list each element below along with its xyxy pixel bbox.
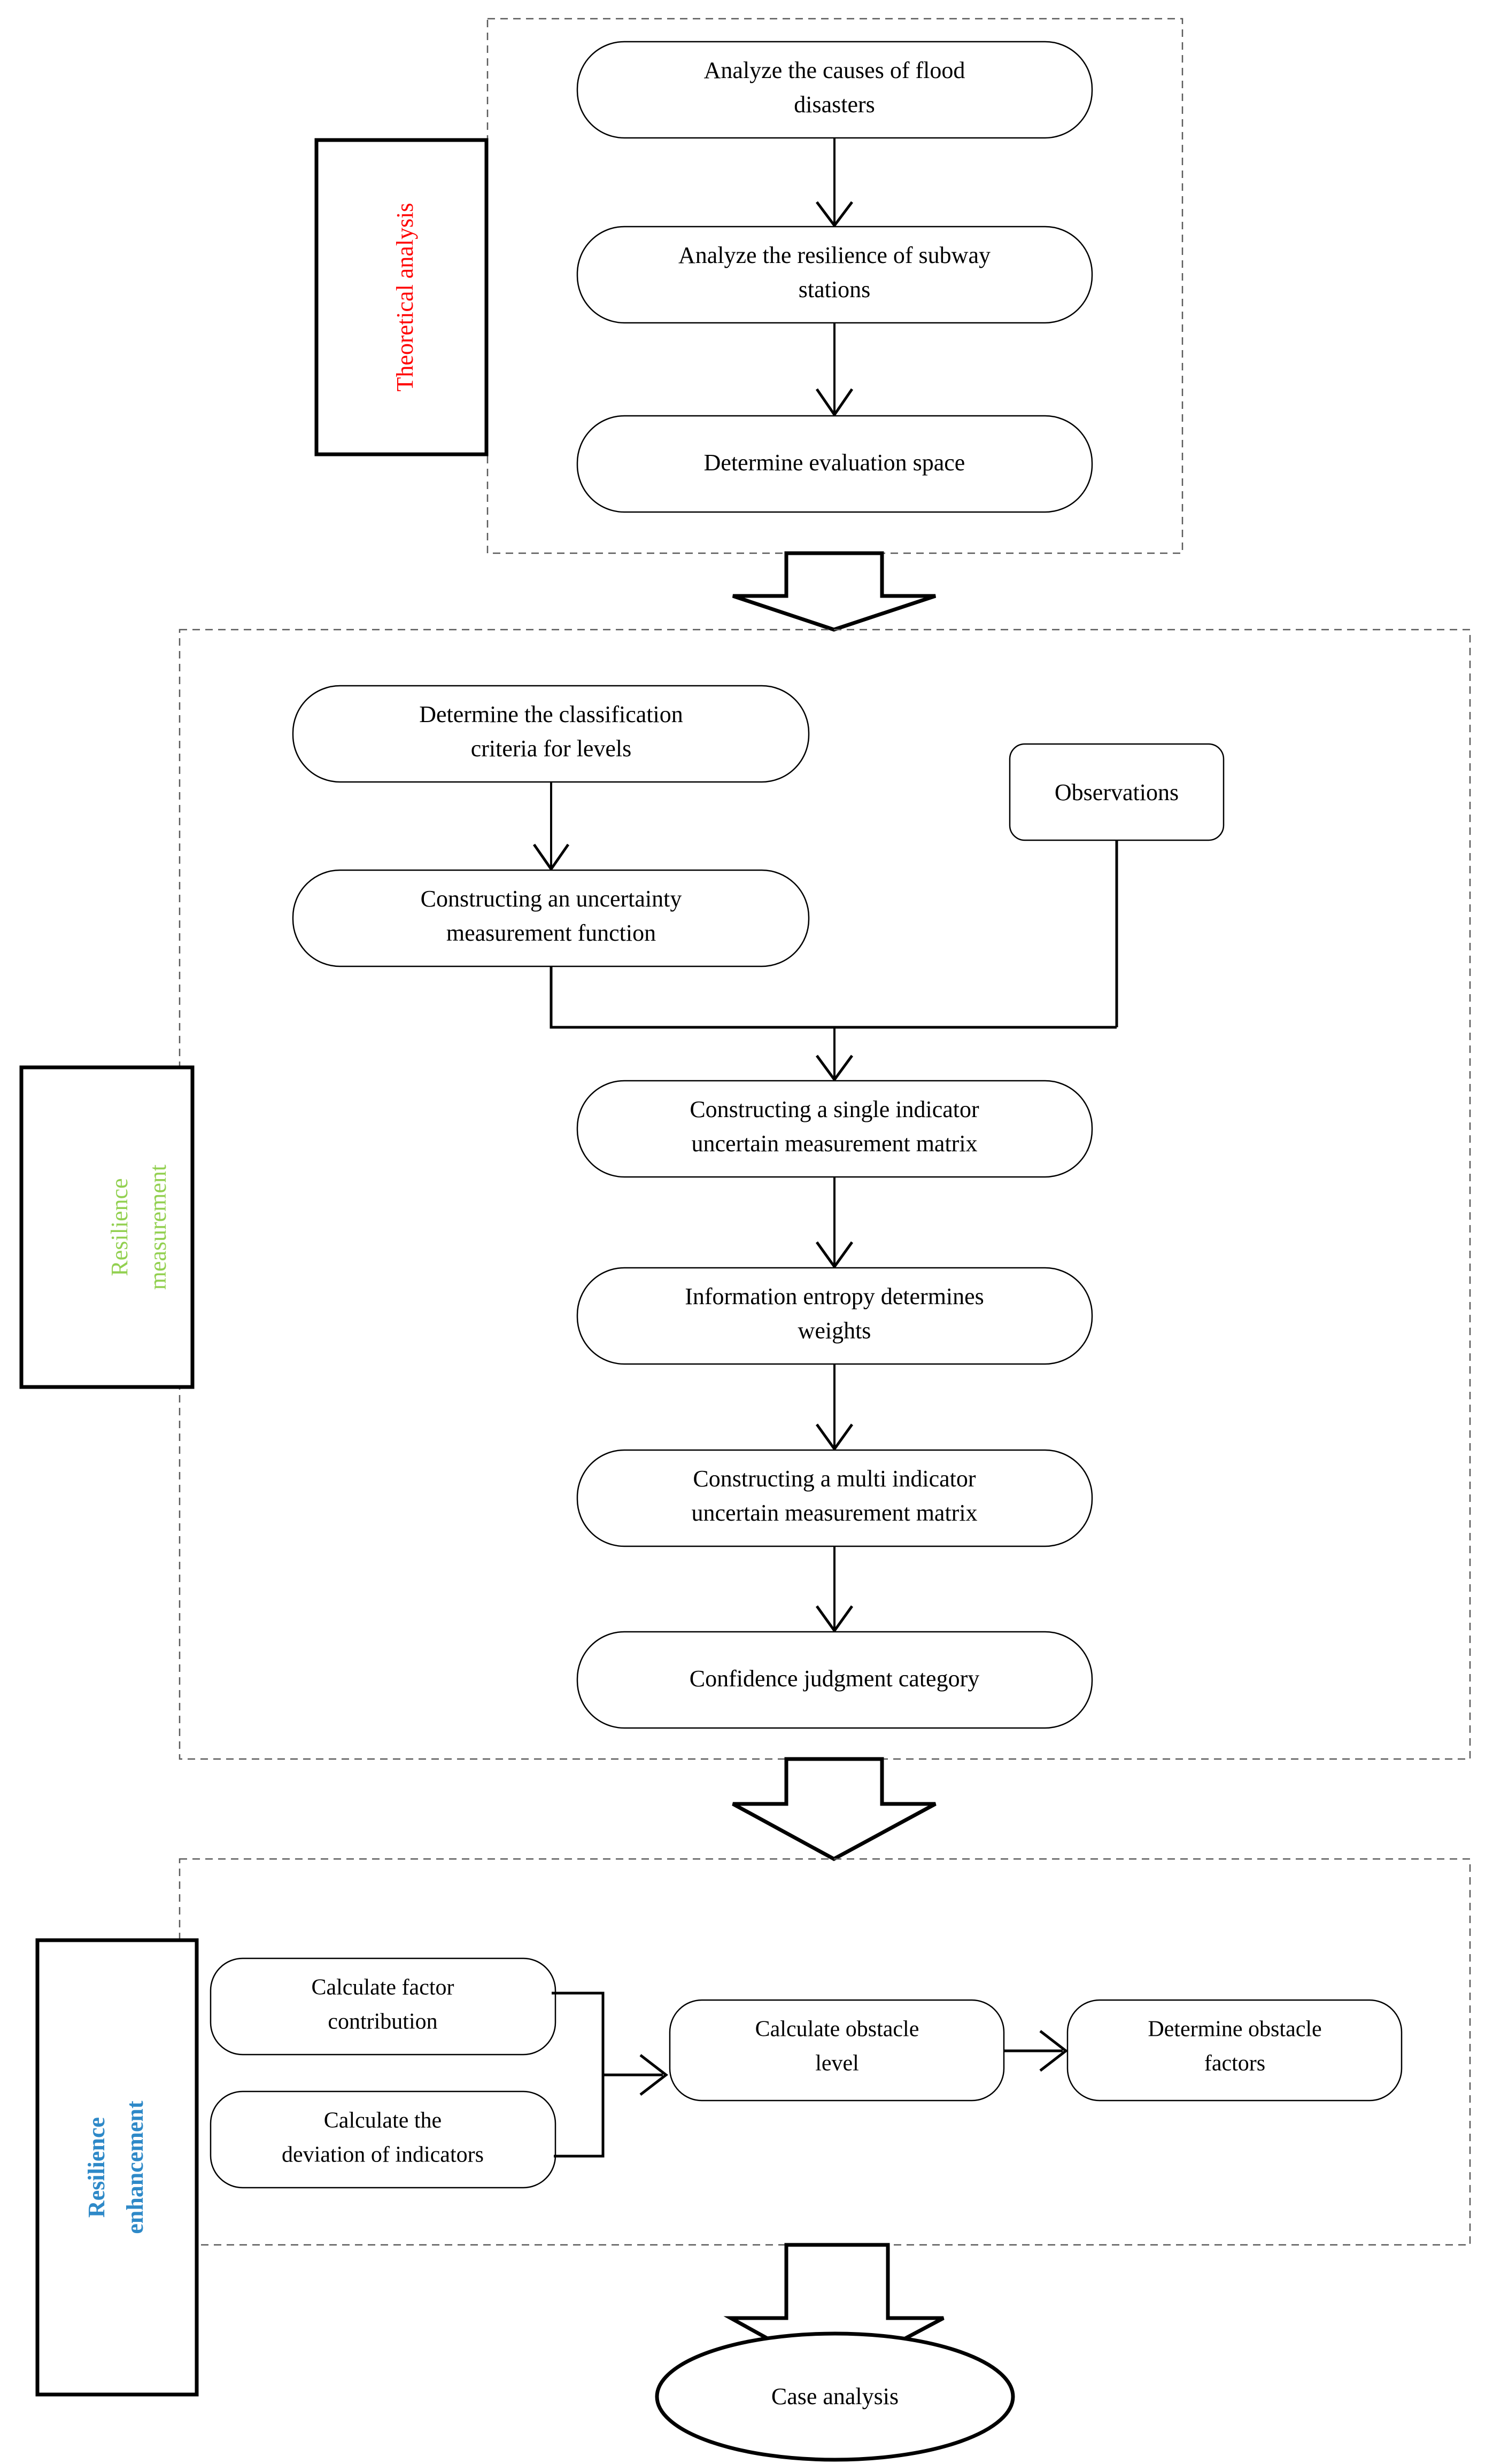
node-calculate-factor-contribution[interactable]: [211, 1958, 555, 2055]
node-constructing-uncertainty-measurement-function-line1: Constructing an uncertainty: [420, 886, 682, 912]
node-constructing-multi-indicator-matrix-line1: Constructing a multi indicator: [693, 1466, 976, 1492]
node-calculate-deviation-of-indicators-line2: deviation of indicators: [282, 2142, 484, 2167]
node-constructing-multi-indicator-matrix[interactable]: [577, 1450, 1092, 1546]
node-determine-evaluation-space-label: Determine evaluation space: [703, 450, 965, 476]
node-confidence-judgment-category-label: Confidence judgment category: [689, 1665, 980, 1692]
node-calculate-factor-contribution-line1: Calculate factor: [311, 1975, 454, 2000]
block-arrow-phase1-to-phase2: [733, 553, 935, 630]
connector-merge-left-branch: [551, 966, 1117, 1027]
phase-label-resilience-enhancement-line2: enhancement: [122, 2101, 149, 2234]
node-constructing-single-indicator-matrix-line1: Constructing a single indicator: [690, 1096, 979, 1123]
block-arrow-phase2-to-phase3: [733, 1759, 935, 1859]
node-constructing-single-indicator-matrix[interactable]: [577, 1081, 1092, 1177]
node-calculate-obstacle-level[interactable]: [670, 2000, 1004, 2101]
node-analyze-resilience-of-subway-stations-line1: Analyze the resilience of subway: [678, 242, 991, 269]
node-constructing-single-indicator-matrix-line2: uncertain measurement matrix: [691, 1130, 978, 1157]
node-analyze-causes-of-flood-disasters-line1: Analyze the causes of flood: [703, 57, 965, 84]
section-resilience-measurement-container: [180, 630, 1470, 1759]
phase-label-resilience-enhancement-line1: Resilience: [83, 2117, 110, 2218]
node-constructing-uncertainty-measurement-function-line2: measurement function: [446, 920, 656, 947]
node-observations-label: Observations: [1054, 779, 1179, 806]
node-constructing-uncertainty-measurement-function[interactable]: [293, 870, 809, 966]
node-analyze-resilience-of-subway-stations-line2: stations: [798, 276, 871, 303]
node-determine-classification-criteria-line1: Determine the classification: [419, 701, 683, 728]
node-calculate-deviation-of-indicators[interactable]: [211, 2091, 555, 2188]
connector-bracket-top: [552, 1993, 603, 2156]
phase-label-resilience-measurement-line2: measurement: [145, 1164, 172, 1290]
node-determine-obstacle-factors[interactable]: [1067, 2000, 1402, 2101]
phase-label-theoretical-analysis: Theoretical analysis: [392, 203, 419, 392]
node-calculate-deviation-of-indicators-line1: Calculate the: [323, 2108, 442, 2133]
node-analyze-causes-of-flood-disasters[interactable]: [577, 42, 1092, 138]
node-calculate-factor-contribution-line2: contribution: [328, 2009, 438, 2034]
phase-label-resilience-measurement-line1: Resilience: [106, 1178, 133, 1276]
node-analyze-resilience-of-subway-stations[interactable]: [577, 227, 1092, 323]
node-case-analysis-label: Case analysis: [771, 2383, 899, 2410]
node-analyze-causes-of-flood-disasters-line2: disasters: [794, 91, 875, 118]
node-information-entropy-determines-weights-line1: Information entropy determines: [685, 1283, 984, 1310]
node-constructing-multi-indicator-matrix-line2: uncertain measurement matrix: [691, 1500, 978, 1527]
node-determine-classification-criteria[interactable]: [293, 686, 809, 782]
node-determine-obstacle-factors-line1: Determine obstacle: [1148, 2017, 1322, 2042]
node-determine-classification-criteria-line2: criteria for levels: [470, 735, 632, 762]
node-calculate-obstacle-level-line1: Calculate obstacle: [755, 2017, 919, 2042]
node-information-entropy-determines-weights-line2: weights: [798, 1318, 871, 1344]
node-information-entropy-determines-weights[interactable]: [577, 1268, 1092, 1364]
node-determine-obstacle-factors-line2: factors: [1204, 2051, 1266, 2076]
phase-label-box-resilience-enhancement: [37, 1940, 197, 2395]
node-calculate-obstacle-level-line2: level: [815, 2051, 859, 2076]
